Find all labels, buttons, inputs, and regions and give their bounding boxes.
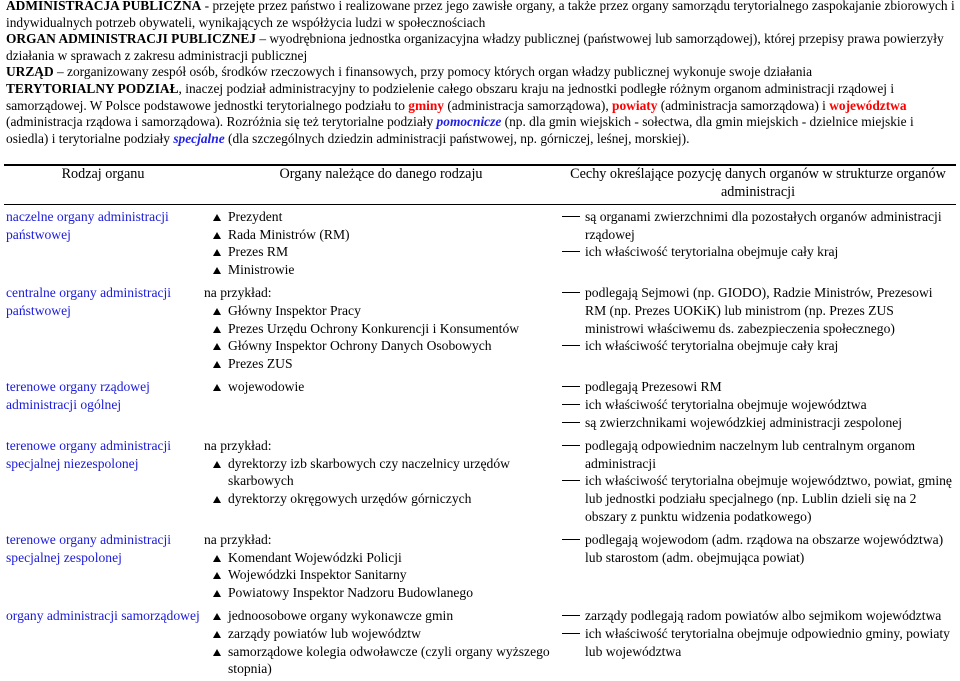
feature-list-cell [560,604,956,680]
organ-list [204,531,558,601]
organ-list-cell [202,375,560,434]
organ-list-cell [202,281,560,375]
feature-list [562,208,954,261]
organ-list-item: Prezes RM [204,243,558,261]
highlight-gminy: gminy [408,97,444,113]
organ-kind: centralne organy administracji państwowej [6,285,172,318]
organ-kind: naczelne organy administracji państwowej [6,209,169,242]
organ-list-cell [202,205,560,282]
organ-list-intro: na przykład: [204,438,272,454]
organ-list-item: Główny Inspektor Ochrony Danych Osobowych [204,337,558,355]
organs-table [4,164,956,681]
feature-list [562,607,954,660]
term-urzad: URZĄD [6,64,54,80]
feature-list-cell [560,434,956,528]
feature-list-item: podlegają Prezesowi RM [562,378,954,396]
organ-list-item: dyrektorzy okręgowych urzędów górniczych [204,490,558,508]
organ-list-cell [202,434,560,528]
definitions [6,0,956,147]
organ-list-item: Rada Ministrów (RM) [204,226,558,244]
organ-list-item: samorządowe kolegia odwoławcze (czyli organy wyższego stopnia) [204,643,558,678]
organ-list-item: Główny Inspektor Pracy [204,302,558,320]
organ-list [204,208,558,278]
highlight-wojewodztwa: województwa [829,97,907,113]
organ-list [204,378,558,396]
organ-list [204,607,558,677]
organ-list-item: zarządy powiatów lub województw [204,625,558,643]
feature-list-item: ich właściwość terytorialna obejmuje województwa [562,396,954,414]
feature-list-item: ich właściwość terytorialna obejmuje cały kraj [562,337,954,355]
organ-list-intro: na przykład: [204,532,272,548]
feature-list-item: podlegają wojewodom (adm. rządowa na obszarze województwa) lub starostom (adm. obejmująca powiat) [562,531,954,566]
organ-list-cell [202,604,560,680]
organ-list-item: Prezydent [204,208,558,226]
feature-list-item: są zwierzchnikami wojewódzkiej administracji zespolonej [562,414,954,432]
definition-podzial: TERYTORIALNY PODZIAŁ, inaczej podział administracyjny to podzielenie całego obszaru kraju na jednostki podległe różnym organom administracji rządowej i samorządowej. W Polsce podstawowe jednostki terytorialnego podziału to gminy (administracja samorządowa), powiaty (administracja samorządowa) i województwa (administracja rządowa i samorządowa). Rozróżnia się też terytorialne podziały pomocnicze (np. dla gmin wiejskich - sołectwa, dla gmin miejskich - dzielnice miejskie i osiedla) i terytorialne podziały specjalne (dla szczególnych dziedzin administracji państwowej, np. górniczej, leśnej, morskiej). [6,80,914,146]
organ-list-item: Prezes Urzędu Ochrony Konkurencji i Konsumentów [204,320,558,338]
header-rodzaj-organu: Rodzaj organu [4,165,202,205]
organ-list-item: Komendant Wojewódzki Policji [204,549,558,567]
organ-list-item: Wojewódzki Inspektor Sanitarny [204,566,558,584]
term-terytorialny-podzial: TERYTORIALNY PODZIAŁ [6,80,179,96]
feature-list-cell [560,205,956,282]
table-row [4,281,956,375]
highlight-specjalne: specjalne [173,130,225,146]
feature-list-cell [560,375,956,434]
table-header-row [4,165,956,205]
term-organ-administracji: ORGAN ADMINISTRACJI PUBLICZNEJ [6,31,256,47]
definition-administracja: ADMINISTRACJA PUBLICZNA - przejęte przez państwo i realizowane przez jego zawisłe organy, a także przez organy samorządu terytorialnego zaspokajanie zbiorowych i indywidualnych potrzeb obywateli, wynikających ze współżycia ludzi w społecznościach [6,0,955,30]
highlight-powiaty: powiaty [612,97,658,113]
table-body [4,205,956,681]
table-row [4,205,956,282]
feature-list-item: są organami zwierzchnimi dla pozostałych organów administracji rządowej [562,208,954,243]
organ-kind: terenowe organy administracji specjalnej niezespolonej [6,438,172,471]
feature-list-item: zarządy podlegają radom powiatów albo sejmikom województwa [562,607,954,625]
organ-list-item: wojewodowie [204,378,558,396]
organ-list-item: jednoosobowe organy wykonawcze gmin [204,607,558,625]
organ-list-item: Prezes ZUS [204,355,558,373]
organ-kind: terenowe organy administracji specjalnej zespolonej [6,532,172,565]
organ-list [204,437,558,507]
definition-urzad: URZĄD – zorganizowany zespół osób, środków rzeczowych i finansowych, przy pomocy których organ władzy publicznej wykonuje swoje działania [6,64,813,80]
feature-list-item: ich właściwość terytorialna obejmuje cały kraj [562,243,954,261]
organ-kind: terenowe organy rządowej administracji ogólnej [6,379,150,412]
organ-list-intro: na przykład: [204,285,272,301]
feature-list-item: podlegają Sejmowi (np. GIODO), Radzie Ministrów, Prezesowi RM (np. Prezes UOKiK) lub ministrom (np. Prezes ZUS ministrowi właściwemu ds. zabezpieczenia społecznego) [562,284,954,337]
header-cechy: Cechy określające pozycję danych organów w strukturze organów administracji [560,165,956,205]
feature-list-cell [560,528,956,604]
highlight-pomocnicze: pomocnicze [436,114,502,130]
feature-list-cell [560,281,956,375]
term-administracja-publiczna: ADMINISTRACJA PUBLICZNA [6,0,202,13]
table-row [4,528,956,604]
feature-list [562,378,954,431]
feature-list-item: ich właściwość terytorialna obejmuje odpowiednio gminy, powiaty lub województwa [562,625,954,660]
table-row [4,375,956,434]
organ-list [204,284,558,372]
organ-list-item: dyrektorzy izb skarbowych czy naczelnicy urzędów skarbowych [204,455,558,490]
organ-list-item: Powiatowy Inspektor Nadzoru Budowlanego [204,584,558,602]
table-row [4,604,956,680]
definition-organ: ORGAN ADMINISTRACJI PUBLICZNEJ – wyodrębniona jednostka organizacyjna władzy publicznej (państwowej lub samorządowej), której przepisy prawa powierzyły działania w sprawach z zakresu administracji publicznej [6,31,944,63]
organ-list-item: Ministrowie [204,261,558,279]
header-organy: Organy należące do danego rodzaju [202,165,560,205]
organ-kind: organy administracji samorządowej [6,608,200,624]
feature-list [562,284,954,354]
organ-list-cell [202,528,560,604]
table-row [4,434,956,528]
feature-list [562,437,954,525]
feature-list-item: podlegają odpowiednim naczelnym lub centralnym organom administracji [562,437,954,472]
feature-list-item: ich właściwość terytorialna obejmuje województwo, powiat, gminę lub jednostki podziału specjalnego (np. Lublin dzieli się na 2 obszary z punktu widzenia podatkowego) [562,472,954,525]
feature-list [562,531,954,566]
